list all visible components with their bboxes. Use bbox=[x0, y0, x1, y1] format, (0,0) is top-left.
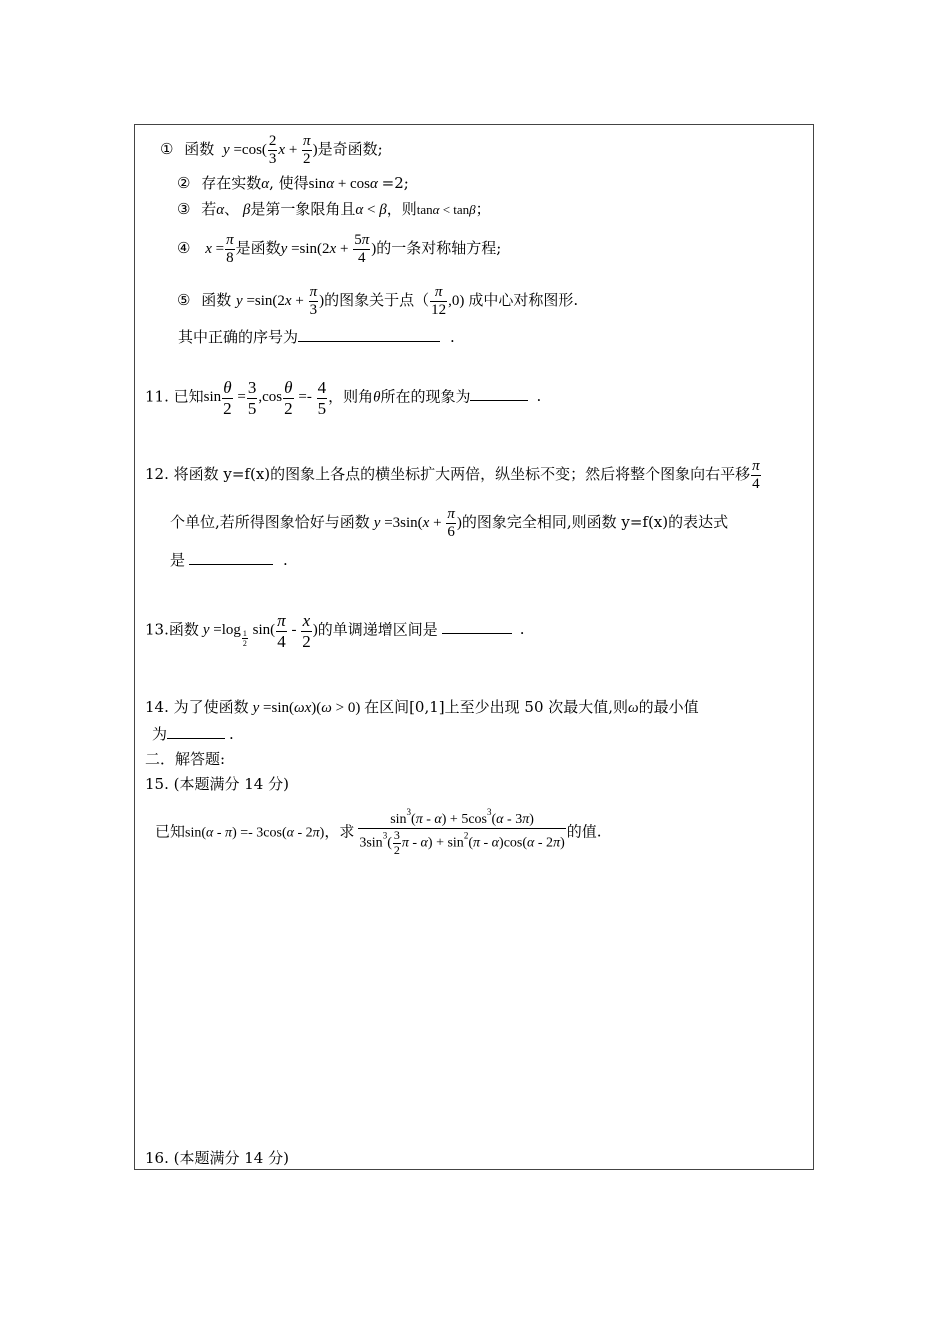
question-12-line-2 bbox=[170, 506, 728, 542]
claim-1 bbox=[160, 133, 383, 169]
question-14-line-1: 14. 为了使函数 y =sin(ωx)(ω > 0) 在区间[0,1]上至少出现 50 次最大值,则ω的最小值 bbox=[145, 698, 699, 716]
question-text: 是 bbox=[170, 551, 186, 569]
question-12-line-3 bbox=[170, 553, 288, 568]
question-label: 16. (本题满分 14 分) bbox=[145, 1149, 289, 1167]
claim-text: ； bbox=[475, 200, 491, 218]
claim-text: 、 bbox=[224, 200, 240, 218]
question-tail: . bbox=[283, 551, 288, 569]
claim-text: , 使得 bbox=[269, 174, 309, 192]
question-text: ，求 bbox=[324, 822, 355, 841]
claim-mark: ③ bbox=[177, 200, 191, 218]
answer-blank[interactable] bbox=[189, 563, 273, 565]
question-text: 个单位,若所得图象恰好与函数 bbox=[170, 513, 370, 532]
question-label: 14. 为了使函数 bbox=[145, 698, 249, 716]
prompt-text: 其中正确的序号为 bbox=[178, 328, 299, 346]
question-tail: . bbox=[536, 387, 542, 406]
claim-text: 是奇函数; bbox=[317, 140, 383, 159]
claim-text: ,0) bbox=[448, 293, 465, 310]
question-text: 的最小值 bbox=[638, 698, 699, 716]
question-16-header bbox=[145, 1151, 289, 1166]
claim-2: ② 存在实数α, 使得sinα + cosα =2; bbox=[177, 174, 409, 192]
claim-text: 函数 bbox=[201, 291, 232, 310]
question-text: 已知 bbox=[155, 822, 186, 841]
question-15-body bbox=[155, 807, 602, 858]
claim-text: 的一条对称轴方程; bbox=[376, 239, 502, 258]
question-text: 的单调递增区间是 bbox=[317, 620, 438, 639]
question-12-line-1: 12. 将函数 y=f(x)的图象上各点的横坐标扩大两倍，纵坐标不变；然后将整个图象向右平移 $\frac{\pi}{4}$ bbox=[145, 458, 760, 493]
claim-mark: ② bbox=[177, 174, 191, 192]
question-tail: . bbox=[229, 725, 234, 743]
formula: y =sin(ωx)(ω > 0) bbox=[252, 700, 365, 716]
question-label: 13.函数 bbox=[145, 620, 199, 639]
claim-3: ③ 若α、 β是第一象限角且α < β，则tanα < tanβ； bbox=[177, 200, 491, 218]
question-text: 所在的现象为 bbox=[380, 387, 471, 406]
prompt-tail: . bbox=[450, 328, 455, 346]
formula-fraction: $\sin^3(\pi - \alpha) + 5\cos^3(\alpha - 3\pi)$ $3\sin^3$( $\frac{3}{2}$ $\pi - \alpha) + \sin^2(\pi - \alpha)\cos(\alpha - 2\pi)$ bbox=[359, 807, 565, 857]
claim-5: ⑤ 函数 y =sin(2x + $\frac{\pi}{3}$ )的图象关于点（ $\frac{\pi}{12}$ ,0) 成中心对称图形. bbox=[177, 284, 579, 319]
question-tail: . bbox=[519, 620, 525, 639]
claim-text: =2; bbox=[381, 174, 409, 192]
question-label: 12. 将函数 y=f(x)的图象上各点的横坐标扩大两倍，纵坐标不变；然后将整个图象向右平移 bbox=[145, 465, 751, 484]
answer-blank[interactable] bbox=[470, 399, 528, 401]
claim-mark: ① bbox=[160, 140, 174, 159]
question-text: 在区间[0,1]上至少出现 50 次最大值,则 bbox=[364, 698, 629, 716]
question-label: 15. (本题满分 14 分) bbox=[145, 775, 289, 793]
question-text: 的图象完全相同,则函数 y=f(x)的表达式 bbox=[461, 513, 729, 532]
question-14-line-2 bbox=[152, 727, 234, 742]
claim-mark: ④ bbox=[177, 239, 191, 258]
claim-4 bbox=[177, 232, 501, 268]
answer-blank[interactable] bbox=[167, 737, 225, 739]
question-15-header bbox=[145, 777, 289, 792]
answer-blank[interactable] bbox=[298, 340, 440, 342]
claim-text: 若 bbox=[201, 200, 217, 218]
claim-text: 成中心对称图形. bbox=[468, 291, 579, 310]
formula: y =sin(2x + $\frac{\pi}{3}$ ) bbox=[236, 284, 325, 319]
formula: sinα + cosα bbox=[308, 176, 378, 192]
question-label: 11. 已知 bbox=[145, 387, 204, 406]
claim-text: 是第一象限角且 bbox=[250, 200, 356, 218]
formula: sin(α - π) =- 3cos(α - 2π) bbox=[185, 825, 325, 841]
section-title-text: 二．解答题: bbox=[145, 750, 226, 768]
claim-text: 函数 bbox=[184, 140, 215, 159]
question-text: 为 bbox=[152, 725, 168, 743]
claim-text: 的图象关于点（ bbox=[324, 291, 430, 310]
answer-prompt bbox=[178, 330, 455, 345]
question-13 bbox=[145, 611, 525, 651]
formula: y =log $\frac{1}{2}$ sin( $\frac{\pi}{4}$ - $\frac{x}{2}$ ) bbox=[202, 611, 318, 651]
formula: x = $\frac{\pi}{8}$ bbox=[205, 232, 234, 267]
claim-text: ，则 bbox=[386, 200, 417, 218]
formula: y =3sin(x + $\frac{\pi}{6}$ ) bbox=[373, 506, 462, 541]
formula: sin $\frac{\theta}{2}$ = $\frac{3}{5}$ ,cos $\frac{\theta}{2}$ =- $\frac{4}{5}$ bbox=[203, 378, 327, 418]
section-title bbox=[145, 752, 225, 767]
question-text: 的值. bbox=[566, 822, 602, 841]
question-11: 11. 已知sin $\frac{\theta}{2}$ = $\frac{3}{5}$ ,cos $\frac{\theta}{2}$ =- $\frac{4}{5}$ ，则角θ所在的现象为 . bbox=[145, 378, 542, 418]
claim-text: 是函数 bbox=[235, 239, 281, 258]
claim-text: 存在实数 bbox=[201, 174, 262, 192]
answer-blank[interactable] bbox=[442, 632, 512, 634]
claim-mark: ⑤ bbox=[177, 291, 191, 310]
formula: y =sin(2x + $\frac{5\pi}{4}$ ) bbox=[280, 232, 377, 267]
question-text: ，则角 bbox=[328, 387, 374, 406]
formula: y =cos( $\frac{2}{3}$ x + $\frac{\pi}{2}$ ) bbox=[223, 133, 318, 168]
